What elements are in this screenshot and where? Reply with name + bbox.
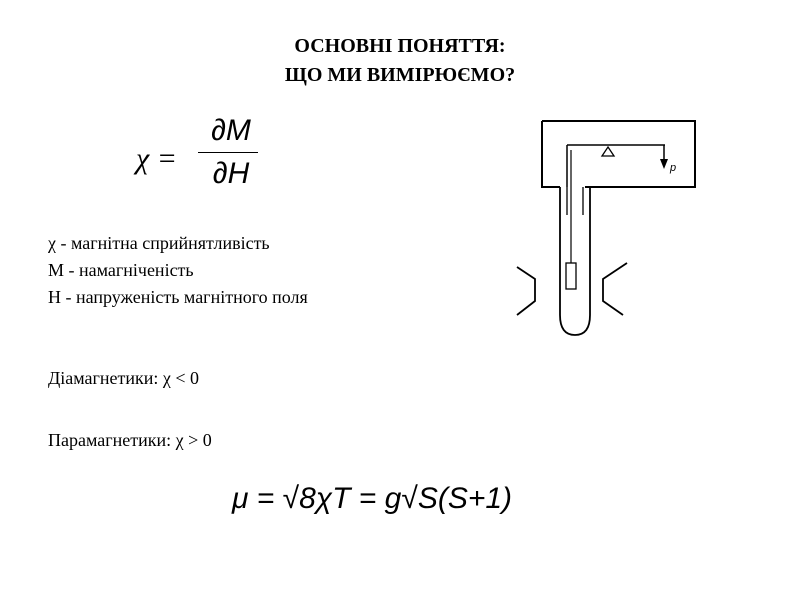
magnetic-moment-formula: μ = √8χT = g√S(S+1) [232, 482, 513, 515]
formula-lhs: χ = [136, 142, 177, 175]
definition-chi: χ - магнітна сприйнятливість [48, 233, 270, 253]
magnet-pole-right [603, 263, 627, 315]
page-title [0, 32, 800, 90]
susceptibility-formula [136, 112, 276, 202]
formula-numerator: ∂M [211, 114, 251, 147]
definition-m: M - намагніченість [48, 260, 194, 280]
title-line-2: ЩО МИ ВИМІРЮЄМО? [284, 64, 516, 86]
magnet-pole-left [517, 267, 535, 315]
diamagnetics-line: Діамагнетики: χ < 0 [48, 368, 200, 388]
definitions-list [48, 230, 308, 311]
definition-h: H - напруженість магнітного поля [48, 287, 308, 307]
formula-fraction [198, 112, 264, 193]
magnetic-balance-diagram [505, 115, 705, 345]
paramagnetics-line: Парамагнетики: χ > 0 [48, 430, 212, 450]
title-line-1: ОСНОВНІ ПОНЯТТЯ: [294, 35, 506, 57]
formula-denominator: ∂H [212, 157, 250, 190]
arrow-label: p [670, 162, 677, 174]
fraction-bar [198, 152, 258, 153]
sample-tube [560, 187, 590, 335]
pivot-triangle [602, 147, 614, 156]
sample-block [566, 263, 576, 289]
